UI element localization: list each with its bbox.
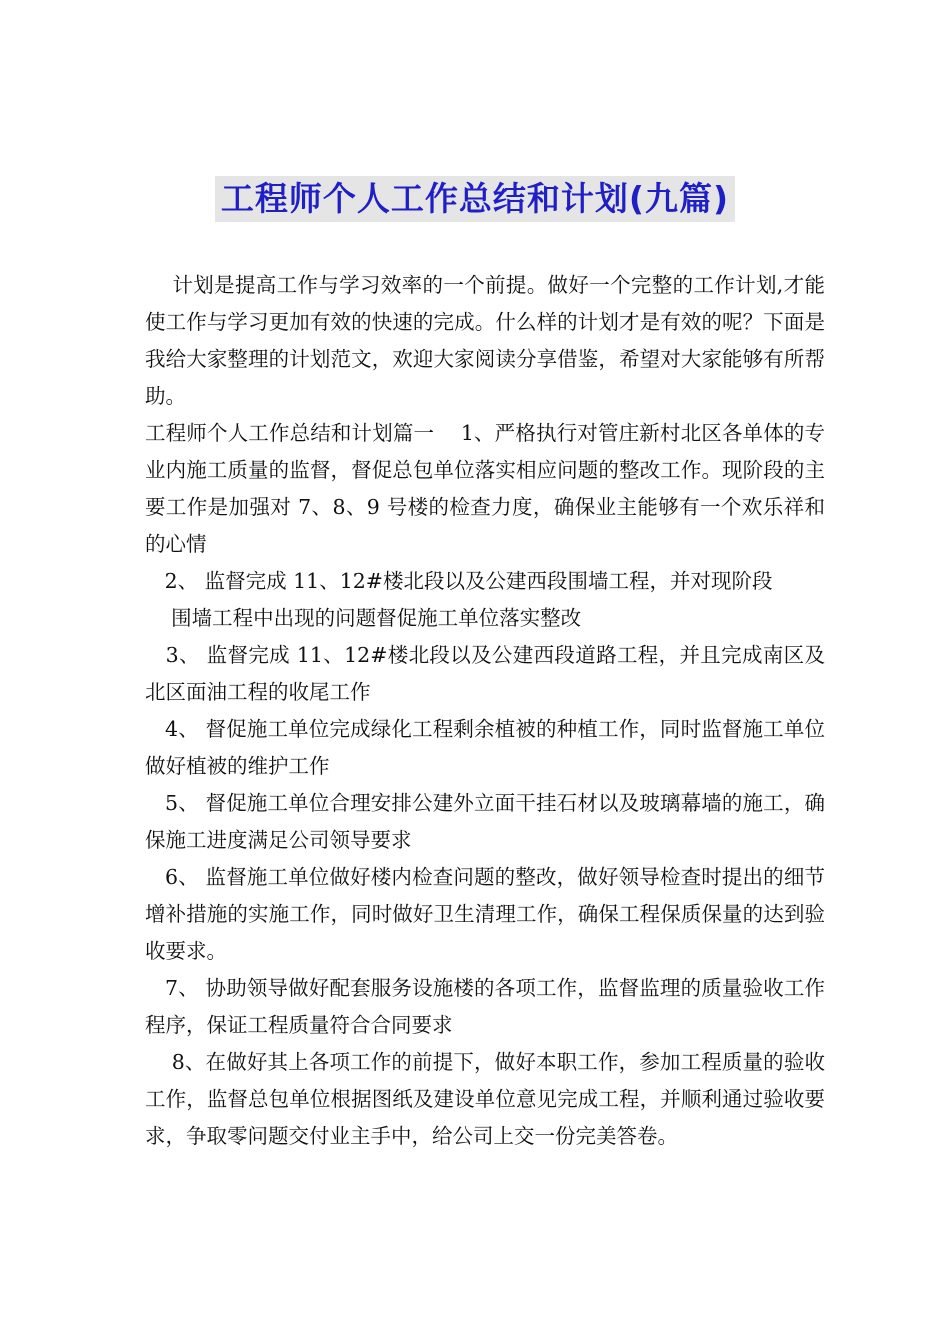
document-body bbox=[145, 267, 825, 1155]
section-one-paragraph: 工程师个人工作总结和计划篇一 1、严格执行对管庄新村北区各单体的专业内施工质量的监督，督促总包单位落实相应问题的整改工作。现阶段的主要工作是加强对 7、8、9 号楼的检查力度，确保业主能够有一个欢乐祥和的心情 bbox=[145, 421, 825, 556]
item-8-paragraph: 8、在做好其上各项工作的前提下，做好本职工作，参加工程质量的验收工作，监督总包单位根据图纸及建设单位意见完成工程，并顺利通过验收要求，争取零问题交付业主手中，给公司上交一份完美答卷。 bbox=[145, 1050, 825, 1148]
item-2-paragraph: 2、 监督完成 11、12#楼北段以及公建西段围墙工程，并对现阶段 bbox=[145, 569, 773, 593]
title-wrap bbox=[0, 176, 950, 222]
item-3-paragraph: 3、 监督完成 11、12#楼北段以及公建西段道路工程，并且完成南区及北区面油工程的收尾工作 bbox=[145, 643, 825, 704]
item-5-paragraph: 5、 督促施工单位合理安排公建外立面干挂石材以及玻璃幕墙的施工，确保施工进度满足公司领导要求 bbox=[145, 791, 825, 852]
item-7-paragraph: 7、 协助领导做好配套服务设施楼的各项工作，监督监理的质量验收工作程序，保证工程质量符合合同要求 bbox=[145, 976, 825, 1037]
item-2-continuation: 围墙工程中出现的问题督促施工单位落实整改 bbox=[145, 606, 582, 630]
intro-paragraph: 计划是提高工作与学习效率的一个前提。做好一个完整的工作计划,才能使工作与学习更加有效的快速的完成。什么样的计划才是有效的呢？下面是我给大家整理的计划范文，欢迎大家阅读分享借鉴，希望对大家能够有所帮助。 bbox=[145, 273, 825, 408]
document-title: 工程师个人工作总结和计划(九篇) bbox=[215, 176, 735, 222]
item-6-paragraph: 6、 监督施工单位做好楼内检查问题的整改，做好领导检查时提出的细节增补措施的实施工作，同时做好卫生清理工作，确保工程保质保量的达到验收要求。 bbox=[145, 865, 825, 963]
item-4-paragraph: 4、 督促施工单位完成绿化工程剩余植被的种植工作，同时监督施工单位做好植被的维护工作 bbox=[145, 717, 825, 778]
